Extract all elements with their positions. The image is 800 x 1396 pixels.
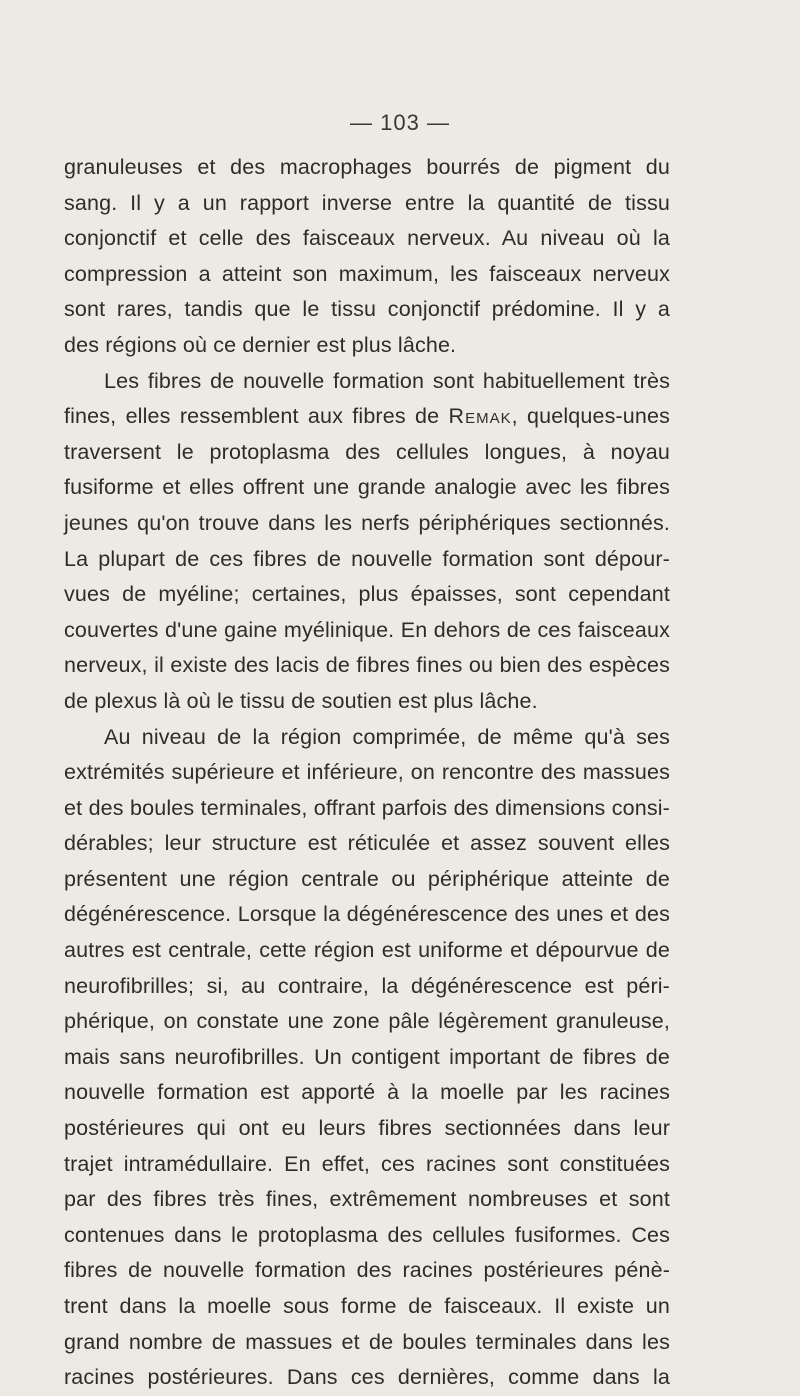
text-line: conjonctif et celle des faisceaux nerveux. Au niveau où la <box>64 226 670 251</box>
text-line: de plexus là où le tissu de soutien est plus lâche. <box>64 688 538 713</box>
text-line: granuleuses et des macrophages bourrés de pigment du <box>64 155 670 179</box>
text-line: sont rares, tandis que le tissu conjonctif prédomine. Il y a <box>64 297 670 322</box>
author-name: Remak <box>448 404 512 429</box>
text-line: racines postérieures. Dans ces dernières, comme dans la <box>64 1365 670 1390</box>
text-line: présentent une région centrale ou périphérique atteinte de <box>64 866 670 891</box>
text-line: Les fibres de nouvelle formation sont habituellement très <box>104 368 670 393</box>
body-text <box>64 150 670 1396</box>
text-line: autres est centrale, cette région est uniforme et dépourvue de <box>64 938 670 963</box>
text-line: fibres de nouvelle formation des racines postérieures pénè- <box>64 1258 670 1283</box>
page-number: — 103 — <box>350 110 450 135</box>
text-line: grand nombre de massues et de boules terminales dans les <box>64 1329 670 1354</box>
text-line: nerveux, il existe des lacis de fibres fines ou bien des espèces <box>64 653 670 678</box>
text-line: par des fibres très fines, extrêmement nombreuses et sont <box>64 1187 670 1212</box>
text-line: contenues dans le protoplasma des cellules fusiformes. Ces <box>64 1222 670 1247</box>
text-line: Au niveau de la région comprimée, de même qu'à ses <box>104 724 670 749</box>
text-line: des régions où ce dernier est plus lâche. <box>64 332 457 357</box>
text-line: neurofibrilles; si, au contraire, la dégénérescence est péri- <box>64 973 670 998</box>
text-line: La plupart de ces fibres de nouvelle formation sont dépour- <box>64 546 670 571</box>
text-line: traversent le protoplasma des cellules longues, à noyau <box>64 439 670 464</box>
text-line: compression a atteint son maximum, les faisceaux nerveux <box>64 261 670 286</box>
text-line: mais sans neurofibrilles. Un contigent important de fibres de <box>64 1044 670 1069</box>
text-line: sang. Il y a un rapport inverse entre la quantité de tissu <box>64 190 670 215</box>
text-line: couvertes d'une gaine myélinique. En dehors de ces faisceaux <box>64 617 670 642</box>
text-line-with-author <box>64 399 670 435</box>
text-line: trent dans la moelle sous forme de faisceaux. Il existe un <box>64 1294 670 1318</box>
text-line: phérique, on constate une zone pâle légèrement granuleuse, <box>64 1009 670 1034</box>
text-line: nouvelle formation est apporté à la moelle par les racines <box>64 1080 670 1105</box>
text-line-start: fines, elles ressemblent aux fibres de <box>64 404 449 429</box>
text-line-end: , quelques-unes <box>511 404 671 429</box>
text-line: extrémités supérieure et inférieure, on rencontre des massues <box>64 760 670 785</box>
text-line: et des boules terminales, offrant parfois des dimensions consi- <box>64 795 670 820</box>
text-line: dégénérescence. Lorsque la dégénérescence des unes et des <box>64 902 670 927</box>
text-line: trajet intramédullaire. En effet, ces racines sont constituées <box>64 1151 670 1176</box>
text-line: jeunes qu'on trouve dans les nerfs périphériques sectionnés. <box>64 510 670 535</box>
text-line: dérables; leur structure est réticulée et assez souvent elles <box>64 831 670 856</box>
text-line: postérieures qui ont eu leurs fibres sectionnées dans leur <box>64 1116 670 1141</box>
text-line: fusiforme et elles offrent une grande analogie avec les fibres <box>64 475 670 500</box>
text-line: vues de myéline; certaines, plus épaisses, sont cependant <box>64 582 670 607</box>
